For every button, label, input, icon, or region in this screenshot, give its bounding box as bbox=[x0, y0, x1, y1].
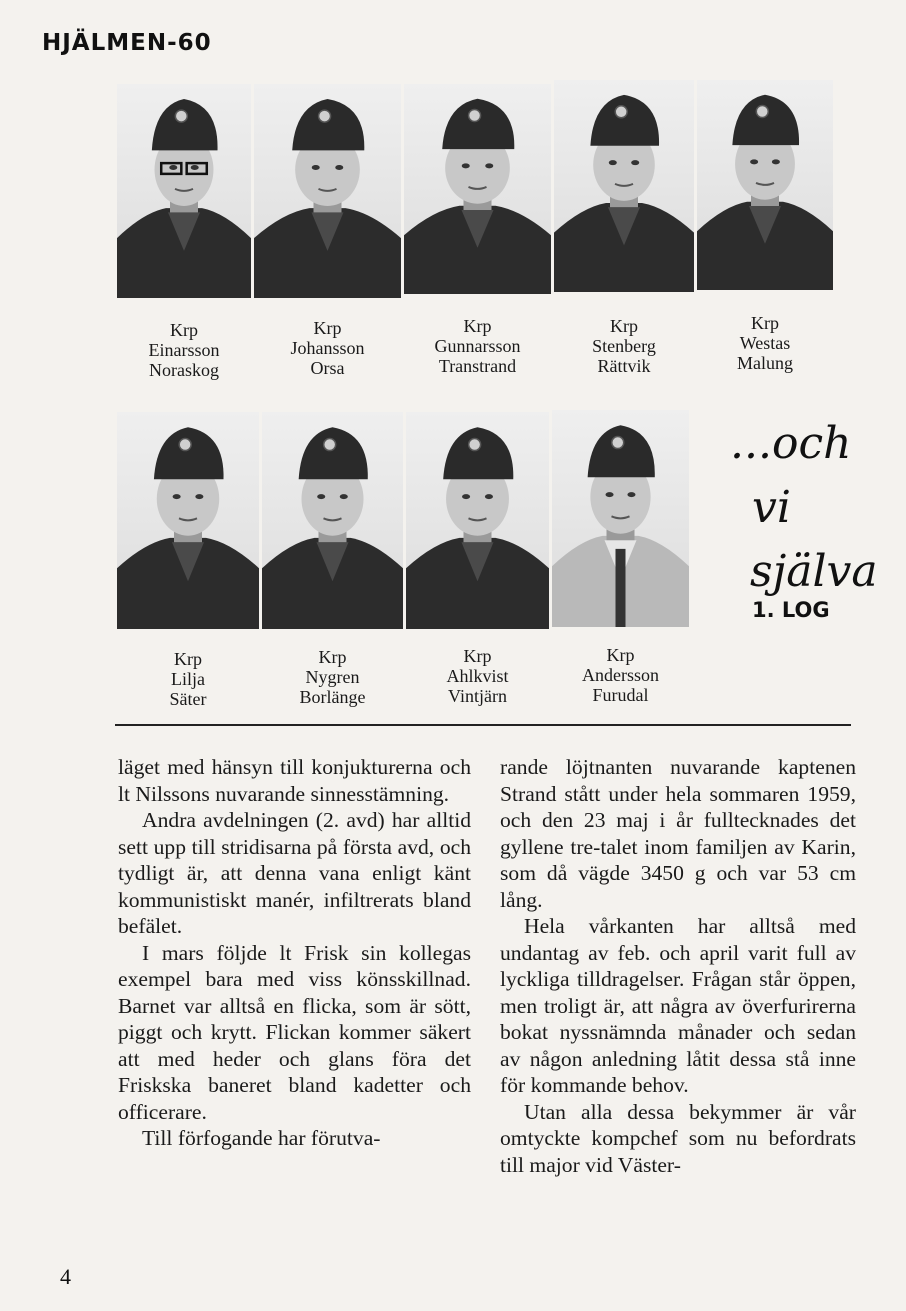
article-paragraph: I mars följde lt Frisk sin kollegas exempel bara med viss könsskillnad. Barnet var alltså en flicka, som är sött, piggt och krytt. Flickan kommer säkert att med heder och glans föra det Friskska baneret bland kadetter och officerare. bbox=[118, 940, 471, 1124]
eye-shape bbox=[173, 494, 181, 499]
eye-shape bbox=[462, 494, 470, 499]
cap-shape bbox=[590, 95, 659, 146]
tie-shape bbox=[616, 549, 626, 627]
portrait-caption bbox=[117, 649, 259, 709]
caption-name: Einarsson bbox=[148, 340, 220, 360]
portrait-image bbox=[404, 84, 551, 294]
unit-label: 1. LOG bbox=[752, 598, 830, 622]
cap-shape bbox=[588, 425, 655, 477]
heading-line: vi bbox=[752, 482, 791, 533]
caption-rank: Krp bbox=[463, 646, 492, 666]
eye-shape bbox=[772, 159, 780, 164]
portrait-image bbox=[117, 84, 251, 298]
caption-rank: Krp bbox=[606, 645, 635, 665]
article-paragraph: Till förfogande har förutva- bbox=[142, 1126, 381, 1150]
caption-rank: Krp bbox=[751, 313, 779, 333]
article-paragraph: rande löjtnanten nuvarande kaptenen Strand stått under hela sommaren 1959, och den 23 maj i år fulltecknades det gyllene tre-talet inom familjen av Karin, som då vägde 3450 g och var 53 cm lång. bbox=[500, 755, 856, 912]
portrait-caption bbox=[117, 320, 251, 380]
portrait-caption bbox=[254, 318, 401, 378]
eye-shape bbox=[627, 492, 635, 497]
caption-place: Transtrand bbox=[438, 356, 517, 376]
caption-place: Furudal bbox=[592, 685, 649, 705]
cap-shape bbox=[152, 99, 218, 150]
portrait-photo bbox=[117, 84, 251, 298]
portrait-caption bbox=[697, 313, 833, 373]
portrait-image bbox=[117, 412, 259, 629]
eye-shape bbox=[335, 165, 343, 170]
section-heading bbox=[730, 412, 880, 604]
caption-name: Ahlkvist bbox=[446, 666, 509, 686]
eye-shape bbox=[631, 160, 639, 165]
cap-badge-shape bbox=[469, 439, 481, 451]
article-paragraph: läget med hänsyn till konjukturerna och lt Nilssons nuvarande sinnesstämning. bbox=[118, 755, 471, 806]
cap-badge-shape bbox=[612, 437, 624, 449]
caption-name: Nygren bbox=[305, 667, 360, 687]
eye-shape bbox=[317, 494, 325, 499]
portrait-caption bbox=[552, 645, 689, 705]
cap-badge-shape bbox=[756, 106, 768, 118]
caption-place: Noraskog bbox=[149, 360, 219, 380]
caption-rank: Krp bbox=[610, 316, 638, 336]
caption-name: Gunnarsson bbox=[434, 336, 521, 356]
cap-badge-shape bbox=[175, 110, 187, 122]
portrait-caption bbox=[406, 646, 549, 706]
caption-rank: Krp bbox=[174, 649, 202, 669]
article-paragraph: Andra avdelningen (2. avd) har alltid sett upp till stridisarna på första avd, och tydligt är, att denna vana enligt känt kommunistiskt manér, infiltrerats bland befälet. bbox=[118, 808, 471, 938]
portrait-photo bbox=[117, 412, 259, 629]
caption-place: Säter bbox=[169, 689, 207, 709]
portrait-image bbox=[262, 412, 403, 629]
eye-shape bbox=[312, 165, 320, 170]
caption-name: Lilja bbox=[171, 669, 205, 689]
cap-shape bbox=[442, 99, 514, 149]
portrait-caption bbox=[404, 316, 551, 376]
article-paragraph: Hela vårkanten har alltså med undantag av feb. och april varit full av lyckliga tilldragelser. Frågan står öppen, men troligt är, att några av överfurirerna bokat nyssnämnda månader och sedan av någon anledning låtit dessa stå inne för kommande behov. bbox=[500, 914, 856, 1097]
page-number: 4 bbox=[60, 1264, 71, 1289]
eye-shape bbox=[340, 494, 348, 499]
cap-shape bbox=[299, 427, 368, 479]
caption-rank: Krp bbox=[463, 316, 492, 336]
cap-badge-shape bbox=[615, 106, 627, 118]
heading-line: själva bbox=[750, 546, 878, 597]
portrait-photo bbox=[262, 412, 403, 629]
portrait-image bbox=[406, 412, 549, 629]
article-column-right bbox=[500, 754, 856, 1178]
magazine-title: HJÄLMEN-60 bbox=[42, 30, 212, 56]
caption-rank: Krp bbox=[313, 318, 342, 338]
eye-shape bbox=[750, 159, 758, 164]
eye-shape bbox=[191, 165, 199, 170]
cap-shape bbox=[732, 95, 799, 145]
caption-place: Vintjärn bbox=[448, 686, 507, 706]
article-paragraph: Utan alla dessa bekymmer är vår omtyckte kompchef som nu befordrats till major vid Väster- bbox=[500, 1099, 856, 1177]
heading-line: ...och bbox=[730, 418, 852, 469]
eye-shape bbox=[609, 160, 617, 165]
caption-name: Johansson bbox=[290, 338, 365, 358]
article-column-left bbox=[118, 754, 471, 1152]
portrait-photo bbox=[406, 412, 549, 629]
portrait-photo bbox=[404, 84, 551, 294]
cap-shape bbox=[292, 99, 364, 150]
cap-badge-shape bbox=[179, 439, 191, 451]
caption-place: Borlänge bbox=[299, 687, 366, 707]
cap-shape bbox=[443, 427, 513, 479]
caption-name: Andersson bbox=[582, 665, 659, 685]
portrait-caption bbox=[554, 316, 694, 376]
eye-shape bbox=[462, 163, 470, 168]
eye-shape bbox=[606, 492, 614, 497]
portrait-image bbox=[554, 80, 694, 292]
caption-rank: Krp bbox=[170, 320, 198, 340]
portrait-photo bbox=[552, 410, 689, 627]
cap-badge-shape bbox=[319, 110, 331, 122]
eye-shape bbox=[195, 494, 203, 499]
caption-rank: Krp bbox=[318, 647, 347, 667]
caption-name: Stenberg bbox=[592, 336, 656, 356]
eye-shape bbox=[169, 165, 177, 170]
caption-place: Rättvik bbox=[597, 356, 651, 376]
cap-badge-shape bbox=[469, 110, 481, 122]
portrait-image bbox=[552, 410, 689, 627]
caption-place: Malung bbox=[737, 353, 793, 373]
portrait-photo bbox=[697, 80, 833, 290]
portrait-photo bbox=[254, 84, 401, 298]
portrait-caption bbox=[262, 647, 403, 707]
portrait-image bbox=[697, 80, 833, 290]
eye-shape bbox=[485, 163, 493, 168]
eye-shape bbox=[485, 494, 493, 499]
caption-place: Orsa bbox=[310, 358, 345, 378]
cap-badge-shape bbox=[324, 439, 336, 451]
cap-shape bbox=[154, 427, 224, 479]
portrait-photo bbox=[554, 80, 694, 292]
caption-name: Westas bbox=[739, 333, 791, 353]
portrait-image bbox=[254, 84, 401, 298]
divider bbox=[115, 724, 851, 726]
